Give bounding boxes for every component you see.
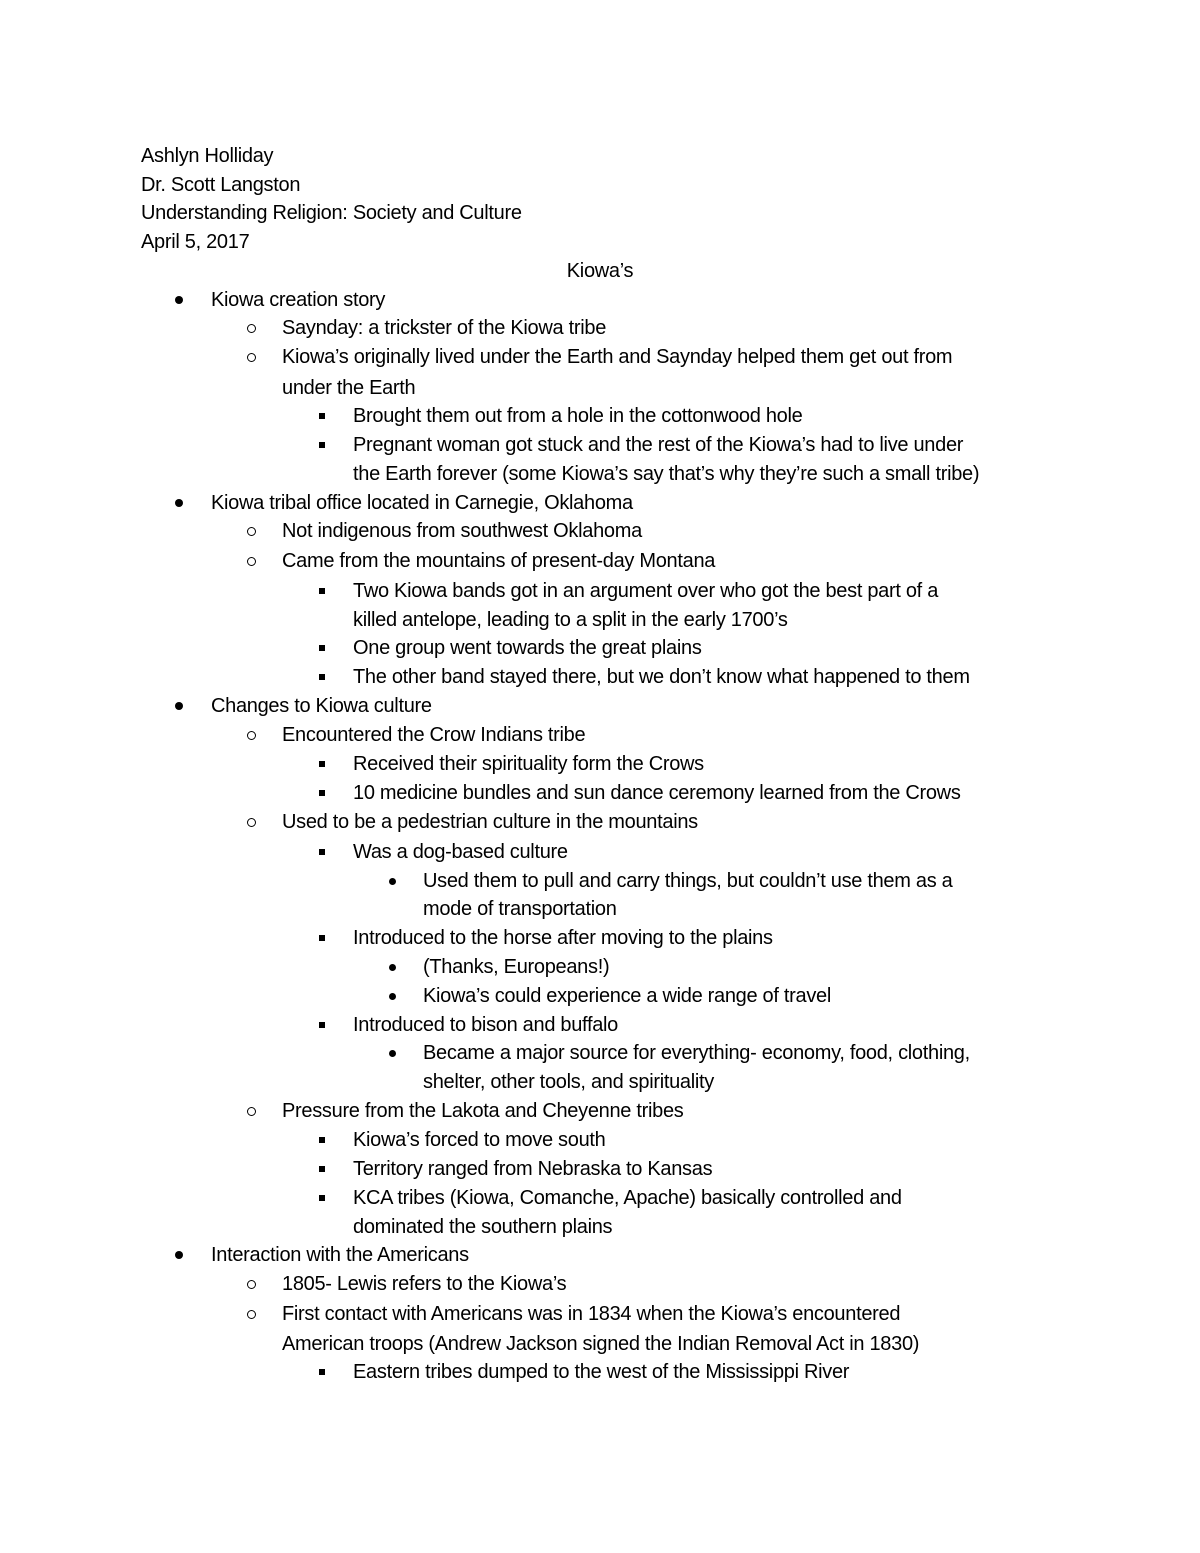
note-line-level-3: Two Kiowa bands got in an argument over who got the best part of a	[353, 580, 939, 602]
note-line-level-2: First contact with Americans was in 1834 when the Kiowa’s encountered	[282, 1303, 901, 1325]
note-line-level-3: killed antelope, leading to a split in the early 1700’s	[353, 609, 788, 631]
note-line-level-3: Was a dog-based culture	[353, 841, 568, 863]
square-bullet-icon	[319, 1166, 325, 1172]
circle-bullet-icon	[247, 731, 256, 740]
circle-bullet-icon	[247, 818, 256, 827]
note-line-level-3: KCA tribes (Kiowa, Comanche, Apache) basically controlled and	[353, 1187, 902, 1209]
note-line-level-3: Territory ranged from Nebraska to Kansas	[353, 1158, 713, 1180]
note-line-level-2: Pressure from the Lakota and Cheyenne tribes	[282, 1100, 684, 1122]
note-line-level-3: Introduced to bison and buffalo	[353, 1014, 618, 1036]
circle-bullet-icon	[247, 1310, 256, 1319]
note-line-level-3: the Earth forever (some Kiowa’s say that’s why they’re such a small tribe)	[353, 463, 980, 485]
bullet-icon	[175, 499, 183, 507]
note-line-level-4: (Thanks, Europeans!)	[423, 956, 610, 978]
note-line-level-2: Kiowa’s originally lived under the Earth and Saynday helped them get out from	[282, 346, 953, 368]
note-line-level-2: 1805- Lewis refers to the Kiowa’s	[282, 1273, 567, 1295]
note-line-level-1: Kiowa creation story	[211, 289, 386, 311]
bullet-icon	[389, 1050, 396, 1057]
note-line-level-1: Interaction with the Americans	[211, 1244, 469, 1266]
note-line-level-2: Not indigenous from southwest Oklahoma	[282, 520, 642, 542]
note-line-level-4: mode of transportation	[423, 898, 617, 920]
note-line-level-3: One group went towards the great plains	[353, 637, 702, 659]
square-bullet-icon	[319, 1195, 325, 1201]
course-name: Understanding Religion: Society and Culture	[141, 202, 522, 224]
note-line-level-2: Used to be a pedestrian culture in the mountains	[282, 811, 698, 833]
note-line-level-1: Changes to Kiowa culture	[211, 695, 432, 717]
circle-bullet-icon	[247, 527, 256, 536]
circle-bullet-icon	[247, 1280, 256, 1289]
square-bullet-icon	[319, 442, 325, 448]
note-line-level-2: Came from the mountains of present-day Montana	[282, 550, 716, 572]
note-line-level-1: Kiowa tribal office located in Carnegie, Oklahoma	[211, 492, 633, 514]
note-line-level-3: Brought them out from a hole in the cottonwood hole	[353, 405, 803, 427]
note-line-level-3: Pregnant woman got stuck and the rest of the Kiowa’s had to live under	[353, 434, 964, 456]
document-title: Kiowa’s	[566, 260, 634, 282]
note-line-level-4: Became a major source for everything- economy, food, clothing,	[423, 1042, 970, 1064]
square-bullet-icon	[319, 1137, 325, 1143]
square-bullet-icon	[319, 790, 325, 796]
note-line-level-3: The other band stayed there, but we don’t know what happened to them	[353, 666, 970, 688]
instructor-name: Dr. Scott Langston	[141, 174, 301, 196]
square-bullet-icon	[319, 849, 325, 855]
note-line-level-3: dominated the southern plains	[353, 1216, 613, 1238]
bullet-icon	[175, 1251, 183, 1259]
square-bullet-icon	[319, 413, 325, 419]
circle-bullet-icon	[247, 557, 256, 566]
document-date: April 5, 2017	[141, 231, 250, 253]
square-bullet-icon	[319, 588, 325, 594]
square-bullet-icon	[319, 674, 325, 680]
author-name: Ashlyn Holliday	[141, 145, 274, 167]
square-bullet-icon	[319, 935, 325, 941]
bullet-icon	[389, 993, 396, 1000]
note-line-level-2: under the Earth	[282, 377, 416, 399]
note-line-level-2: Saynday: a trickster of the Kiowa tribe	[282, 317, 607, 339]
note-line-level-4: shelter, other tools, and spirituality	[423, 1071, 714, 1093]
bullet-icon	[175, 296, 183, 304]
note-line-level-2: American troops (Andrew Jackson signed the Indian Removal Act in 1830)	[282, 1333, 920, 1355]
square-bullet-icon	[319, 761, 325, 767]
note-line-level-3: Received their spirituality form the Crows	[353, 753, 704, 775]
bullet-icon	[175, 702, 183, 710]
note-line-level-3: Introduced to the horse after moving to the plains	[353, 927, 773, 949]
square-bullet-icon	[319, 645, 325, 651]
bullet-icon	[389, 964, 396, 971]
note-line-level-3: Kiowa’s forced to move south	[353, 1129, 606, 1151]
square-bullet-icon	[319, 1022, 325, 1028]
note-line-level-4: Used them to pull and carry things, but couldn’t use them as a	[423, 870, 953, 892]
note-line-level-3: Eastern tribes dumped to the west of the Mississippi River	[353, 1361, 850, 1383]
circle-bullet-icon	[247, 324, 256, 333]
square-bullet-icon	[319, 1369, 325, 1375]
circle-bullet-icon	[247, 1107, 256, 1116]
note-line-level-3: 10 medicine bundles and sun dance ceremony learned from the Crows	[353, 782, 961, 804]
note-line-level-2: Encountered the Crow Indians tribe	[282, 724, 586, 746]
bullet-icon	[389, 878, 396, 885]
circle-bullet-icon	[247, 353, 256, 362]
note-line-level-4: Kiowa’s could experience a wide range of travel	[423, 985, 832, 1007]
